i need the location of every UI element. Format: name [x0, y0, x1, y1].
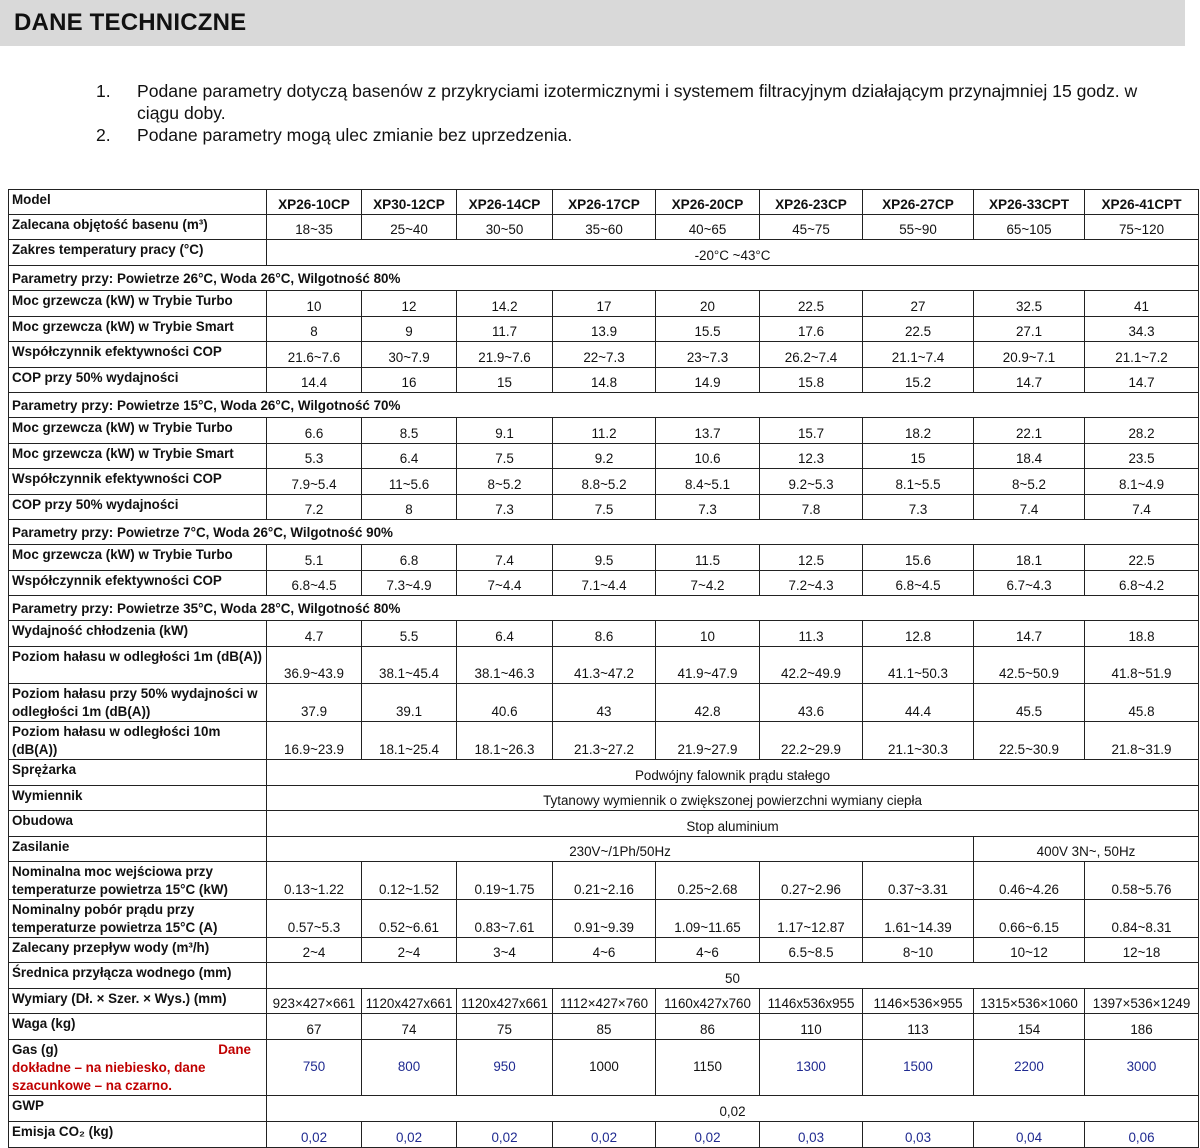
table-row — [9, 963, 1199, 989]
table-row — [9, 811, 1199, 837]
value-cell: 7~4.2 — [656, 571, 760, 596]
section-row — [9, 266, 1199, 291]
model-name: XP30-12CP — [362, 190, 457, 215]
value-cell: 35~60 — [553, 215, 656, 240]
value-cell: 22~7.3 — [553, 342, 656, 368]
value-cell: 0.37~3.31 — [863, 862, 974, 900]
value-cell: 74 — [362, 1014, 457, 1040]
row-label: Poziom hałasu w odległości 1m (dB(A)) — [9, 647, 267, 684]
value-cell: 75~120 — [1085, 215, 1199, 240]
row-label: Zasilanie — [9, 837, 267, 862]
note-item — [96, 124, 1176, 146]
table-row — [9, 368, 1199, 393]
value-cell: 18.1 — [974, 545, 1085, 571]
value-cell: 15.7 — [760, 418, 863, 444]
table-row — [9, 938, 1199, 963]
value-cell: 950 — [457, 1040, 553, 1096]
value-cell: 7.9~5.4 — [267, 469, 362, 495]
value-cell: 0.13~1.22 — [267, 862, 362, 900]
value-cell: 8.8~5.2 — [553, 469, 656, 495]
row-label: COP przy 50% wydajności — [9, 495, 267, 520]
value-cell: 37.9 — [267, 684, 362, 722]
table-row — [9, 647, 1199, 684]
model-name: XP26-17CP — [553, 190, 656, 215]
table-row — [9, 837, 1199, 862]
value-cell: 1150 — [656, 1040, 760, 1096]
table-row — [9, 1040, 1199, 1096]
value-cell: 12.8 — [863, 621, 974, 647]
table-row — [9, 215, 1199, 240]
table-header-row — [9, 190, 1199, 215]
value-cell: 6.4 — [457, 621, 553, 647]
value-cell: 0.52~6.61 — [362, 900, 457, 938]
value-cell: 41.8~51.9 — [1085, 647, 1199, 684]
value-cell: 1112×427×760 — [553, 989, 656, 1014]
value-cell: 10.6 — [656, 444, 760, 469]
value-cell: 1.09~11.65 — [656, 900, 760, 938]
value-cell: 1500 — [863, 1040, 974, 1096]
model-name: XP26-27CP — [863, 190, 974, 215]
value-cell: 17 — [553, 291, 656, 317]
value-cell: 22.1 — [974, 418, 1085, 444]
table-row — [9, 1014, 1199, 1040]
table-row — [9, 418, 1199, 444]
value-cell: 1397×536×1249 — [1085, 989, 1199, 1014]
value-cell: 25~40 — [362, 215, 457, 240]
value-cell: 55~90 — [863, 215, 974, 240]
value-cell: 7.3~4.9 — [362, 571, 457, 596]
notes-list — [96, 80, 1176, 146]
section-header: Parametry przy: Powietrze 7°C, Woda 26°C, Wilgotność 90% — [9, 520, 1199, 545]
section-row — [9, 596, 1199, 621]
value-cell: 15.6 — [863, 545, 974, 571]
value-cell: 6.8~4.2 — [1085, 571, 1199, 596]
value-cell: 4~6 — [553, 938, 656, 963]
value-cell: 75 — [457, 1014, 553, 1040]
gas-note-title: Dane — [218, 1042, 251, 1057]
value-cell: 18.1~25.4 — [362, 722, 457, 760]
value-cell: 15.5 — [656, 317, 760, 342]
gas-note-text: dokładne – na niebiesko, dane szacunkowe – na czarno. — [12, 1060, 206, 1093]
table-row — [9, 786, 1199, 811]
merged-value-cell: Tytanowy wymiennik o zwiększonej powierzchni wymiany ciepła — [267, 786, 1199, 811]
value-cell: 7.2 — [267, 495, 362, 520]
table-row — [9, 240, 1199, 266]
value-cell: 9.2~5.3 — [760, 469, 863, 495]
row-label: Zakres temperatury pracy (°C) — [9, 240, 267, 266]
value-cell: 0,02 — [457, 1122, 553, 1148]
value-cell: 3~4 — [457, 938, 553, 963]
section-row — [9, 520, 1199, 545]
value-cell: 21.1~7.2 — [1085, 342, 1199, 368]
value-cell: 16 — [362, 368, 457, 393]
value-cell: 7.3 — [457, 495, 553, 520]
value-cell: 22.5~30.9 — [974, 722, 1085, 760]
value-cell: 154 — [974, 1014, 1085, 1040]
value-cell: 9.5 — [553, 545, 656, 571]
value-cell: 42.2~49.9 — [760, 647, 863, 684]
row-label: Emisja CO₂ (kg) — [9, 1122, 267, 1148]
value-cell: 11.2 — [553, 418, 656, 444]
value-cell: 13.7 — [656, 418, 760, 444]
table-row — [9, 722, 1199, 760]
row-label: Sprężarka — [9, 760, 267, 786]
value-cell: 0.91~9.39 — [553, 900, 656, 938]
value-cell: 18.4 — [974, 444, 1085, 469]
value-cell: 22.5 — [863, 317, 974, 342]
value-cell: 1146x536x955 — [760, 989, 863, 1014]
value-cell: 41.9~47.9 — [656, 647, 760, 684]
value-cell: 12.5 — [760, 545, 863, 571]
value-cell: 7.2~4.3 — [760, 571, 863, 596]
merged-value-cell: Stop aluminium — [267, 811, 1199, 837]
gas-label — [12, 1041, 263, 1095]
section-header: Parametry przy: Powietrze 35°C, Woda 28°C, Wilgotność 80% — [9, 596, 1199, 621]
value-cell: 41.3~47.2 — [553, 647, 656, 684]
row-label: Zalecany przepływ wody (m³/h) — [9, 938, 267, 963]
value-cell: 0,02 — [267, 1122, 362, 1148]
value-cell: 18~35 — [267, 215, 362, 240]
merged-value-cell: 50 — [267, 963, 1199, 989]
model-name: XP26-20CP — [656, 190, 760, 215]
row-label: Wymiennik — [9, 786, 267, 811]
table-row — [9, 684, 1199, 722]
value-cell: 1.17~12.87 — [760, 900, 863, 938]
value-cell: 20.9~7.1 — [974, 342, 1085, 368]
value-cell: 45.8 — [1085, 684, 1199, 722]
value-cell: 8~10 — [863, 938, 974, 963]
value-cell: 16.9~23.9 — [267, 722, 362, 760]
value-cell: 12~18 — [1085, 938, 1199, 963]
model-header-label: Model — [9, 190, 267, 215]
value-cell: 1160x427x760 — [656, 989, 760, 1014]
value-cell: 8~5.2 — [457, 469, 553, 495]
page-title: DANE TECHNICZNE — [14, 9, 247, 36]
value-cell: 6.8 — [362, 545, 457, 571]
value-cell: 21.6~7.6 — [267, 342, 362, 368]
value-cell: 21.1~30.3 — [863, 722, 974, 760]
value-cell: 5.3 — [267, 444, 362, 469]
model-name: XP26-23CP — [760, 190, 863, 215]
row-label: GWP — [9, 1096, 267, 1122]
value-cell: 5.5 — [362, 621, 457, 647]
table-row — [9, 469, 1199, 495]
value-cell: 0,06 — [1085, 1122, 1199, 1148]
value-cell: 20 — [656, 291, 760, 317]
table-row — [9, 760, 1199, 786]
value-cell: 8 — [267, 317, 362, 342]
row-label — [9, 1040, 267, 1096]
value-cell: 21.9~27.9 — [656, 722, 760, 760]
value-cell: 0.84~8.31 — [1085, 900, 1199, 938]
row-label: Moc grzewcza (kW) w Trybie Smart — [9, 317, 267, 342]
value-cell: 1.61~14.39 — [863, 900, 974, 938]
value-cell: 23.5 — [1085, 444, 1199, 469]
value-cell: 7.8 — [760, 495, 863, 520]
gas-label-text: Gas (g) — [12, 1042, 59, 1057]
value-cell: 6.4 — [362, 444, 457, 469]
value-cell: 21.1~7.4 — [863, 342, 974, 368]
table-row — [9, 291, 1199, 317]
merged-value-cell: -20°C ~43°C — [267, 240, 1199, 266]
value-cell: 18.8 — [1085, 621, 1199, 647]
note-item — [96, 80, 1176, 124]
section-header: Parametry przy: Powietrze 26°C, Woda 26°C, Wilgotność 80% — [9, 266, 1199, 291]
value-cell: 14.7 — [974, 621, 1085, 647]
value-cell: 1315×536×1060 — [974, 989, 1085, 1014]
value-cell: 14.8 — [553, 368, 656, 393]
value-cell: 800 — [362, 1040, 457, 1096]
value-cell: 8.1~5.5 — [863, 469, 974, 495]
row-label: Poziom hałasu w odległości 10m (dB(A)) — [9, 722, 267, 760]
value-cell: 1300 — [760, 1040, 863, 1096]
table-row — [9, 444, 1199, 469]
model-name: XP26-33CPT — [974, 190, 1085, 215]
value-cell: 15.8 — [760, 368, 863, 393]
value-cell: 41.1~50.3 — [863, 647, 974, 684]
value-cell: 12 — [362, 291, 457, 317]
value-cell: 0.27~2.96 — [760, 862, 863, 900]
value-cell: 9.1 — [457, 418, 553, 444]
value-cell: 11.5 — [656, 545, 760, 571]
value-cell: 7.4 — [1085, 495, 1199, 520]
value-cell: 6.5~8.5 — [760, 938, 863, 963]
value-cell: 11~5.6 — [362, 469, 457, 495]
value-cell: 1146×536×955 — [863, 989, 974, 1014]
value-cell: 8.4~5.1 — [656, 469, 760, 495]
value-cell: 8 — [362, 495, 457, 520]
value-cell: 0,03 — [863, 1122, 974, 1148]
value-cell: 0.12~1.52 — [362, 862, 457, 900]
table-row — [9, 317, 1199, 342]
value-cell: 36.9~43.9 — [267, 647, 362, 684]
value-cell: 6.8~4.5 — [267, 571, 362, 596]
value-cell: 0.19~1.75 — [457, 862, 553, 900]
value-cell: 2200 — [974, 1040, 1085, 1096]
value-cell: 39.1 — [362, 684, 457, 722]
value-cell: 15 — [457, 368, 553, 393]
value-cell: 9.2 — [553, 444, 656, 469]
value-cell: 110 — [760, 1014, 863, 1040]
value-cell: 0.25~2.68 — [656, 862, 760, 900]
row-label: Współczynnik efektywności COP — [9, 469, 267, 495]
table-row — [9, 989, 1199, 1014]
value-cell: 0,02 — [553, 1122, 656, 1148]
value-cell: 43 — [553, 684, 656, 722]
value-cell: 30~7.9 — [362, 342, 457, 368]
value-cell: 186 — [1085, 1014, 1199, 1040]
value-cell: 7.4 — [457, 545, 553, 571]
value-cell: 0,04 — [974, 1122, 1085, 1148]
value-cell: 0.46~4.26 — [974, 862, 1085, 900]
value-cell: 18.2 — [863, 418, 974, 444]
value-cell: 113 — [863, 1014, 974, 1040]
value-cell: 18.1~26.3 — [457, 722, 553, 760]
value-cell: 0,02 — [362, 1122, 457, 1148]
value-cell: 15 — [863, 444, 974, 469]
value-cell: 750 — [267, 1040, 362, 1096]
value-cell: 14.9 — [656, 368, 760, 393]
row-label: COP przy 50% wydajności — [9, 368, 267, 393]
row-label: Poziom hałasu przy 50% wydajności w odległości 1m (dB(A)) — [9, 684, 267, 722]
row-label: Nominalny pobór prądu przy temperaturze powietrza 15°C (A) — [9, 900, 267, 938]
value-cell: 7.5 — [457, 444, 553, 469]
row-label: Zalecana objętość basenu (m³) — [9, 215, 267, 240]
note-text: Podane parametry mogą ulec zmianie bez uprzedzenia. — [137, 125, 573, 145]
row-label: Moc grzewcza (kW) w Trybie Smart — [9, 444, 267, 469]
value-cell: 7~4.4 — [457, 571, 553, 596]
value-cell: 7.1~4.4 — [553, 571, 656, 596]
table-row — [9, 1122, 1199, 1148]
row-label: Średnica przyłącza wodnego (mm) — [9, 963, 267, 989]
table-row — [9, 495, 1199, 520]
value-cell: 40.6 — [457, 684, 553, 722]
value-cell: 43.6 — [760, 684, 863, 722]
value-cell: 6.7~4.3 — [974, 571, 1085, 596]
value-cell: 23~7.3 — [656, 342, 760, 368]
model-name: XP26-14CP — [457, 190, 553, 215]
value-cell: 41 — [1085, 291, 1199, 317]
row-label: Moc grzewcza (kW) w Trybie Turbo — [9, 418, 267, 444]
row-label: Wymiary (Dł. × Szer. × Wys.) (mm) — [9, 989, 267, 1014]
value-cell: 17.6 — [760, 317, 863, 342]
value-cell: 9 — [362, 317, 457, 342]
value-cell: 0.21~2.16 — [553, 862, 656, 900]
table-row — [9, 862, 1199, 900]
row-label: Współczynnik efektywności COP — [9, 571, 267, 596]
section-row — [9, 393, 1199, 418]
table-row — [9, 621, 1199, 647]
value-cell: 21.9~7.6 — [457, 342, 553, 368]
value-cell: 14.4 — [267, 368, 362, 393]
row-label: Współczynnik efektywności COP — [9, 342, 267, 368]
value-cell: 7.4 — [974, 495, 1085, 520]
value-cell: 5.1 — [267, 545, 362, 571]
row-label: Nominalna moc wejściowa przy temperaturze powietrza 15°C (kW) — [9, 862, 267, 900]
power-single-phase: 230V~/1Ph/50Hz — [267, 837, 974, 862]
specs-table — [8, 189, 1199, 1148]
value-cell: 12.3 — [760, 444, 863, 469]
row-label: Obudowa — [9, 811, 267, 837]
header-bar — [0, 0, 1185, 46]
value-cell: 6.6 — [267, 418, 362, 444]
value-cell: 22.5 — [760, 291, 863, 317]
value-cell: 6.8~4.5 — [863, 571, 974, 596]
value-cell: 21.3~27.2 — [553, 722, 656, 760]
note-number: 2. — [96, 125, 111, 145]
value-cell: 7.3 — [863, 495, 974, 520]
value-cell: 26.2~7.4 — [760, 342, 863, 368]
value-cell: 14.7 — [974, 368, 1085, 393]
row-label: Wydajność chłodzenia (kW) — [9, 621, 267, 647]
model-name: XP26-10CP — [267, 190, 362, 215]
row-label: Moc grzewcza (kW) w Trybie Turbo — [9, 291, 267, 317]
value-cell: 8.5 — [362, 418, 457, 444]
value-cell: 34.3 — [1085, 317, 1199, 342]
value-cell: 14.7 — [1085, 368, 1199, 393]
value-cell: 28.2 — [1085, 418, 1199, 444]
value-cell: 27 — [863, 291, 974, 317]
row-label: Moc grzewcza (kW) w Trybie Turbo — [9, 545, 267, 571]
value-cell: 42.8 — [656, 684, 760, 722]
value-cell: 13.9 — [553, 317, 656, 342]
value-cell: 11.7 — [457, 317, 553, 342]
value-cell: 923×427×661 — [267, 989, 362, 1014]
value-cell: 21.8~31.9 — [1085, 722, 1199, 760]
value-cell: 4.7 — [267, 621, 362, 647]
value-cell: 3000 — [1085, 1040, 1199, 1096]
value-cell: 30~50 — [457, 215, 553, 240]
value-cell: 1000 — [553, 1040, 656, 1096]
table-row — [9, 571, 1199, 596]
value-cell: 44.4 — [863, 684, 974, 722]
section-header: Parametry przy: Powietrze 15°C, Woda 26°C, Wilgotność 70% — [9, 393, 1199, 418]
merged-value-cell: 0,02 — [267, 1096, 1199, 1122]
value-cell: 1120x427x661 — [457, 989, 553, 1014]
value-cell: 2~4 — [362, 938, 457, 963]
merged-value-cell: Podwójny falownik prądu stałego — [267, 760, 1199, 786]
value-cell: 0.58~5.76 — [1085, 862, 1199, 900]
value-cell: 65~105 — [974, 215, 1085, 240]
value-cell: 11.3 — [760, 621, 863, 647]
power-three-phase: 400V 3N~, 50Hz — [974, 837, 1199, 862]
note-number: 1. — [96, 81, 111, 101]
value-cell: 8.6 — [553, 621, 656, 647]
value-cell: 27.1 — [974, 317, 1085, 342]
model-name: XP26-41CPT — [1085, 190, 1199, 215]
value-cell: 10 — [656, 621, 760, 647]
value-cell: 22.5 — [1085, 545, 1199, 571]
value-cell: 4~6 — [656, 938, 760, 963]
table-row — [9, 342, 1199, 368]
value-cell: 42.5~50.9 — [974, 647, 1085, 684]
value-cell: 32.5 — [974, 291, 1085, 317]
value-cell: 38.1~45.4 — [362, 647, 457, 684]
row-label: Waga (kg) — [9, 1014, 267, 1040]
value-cell: 10 — [267, 291, 362, 317]
value-cell: 0.83~7.61 — [457, 900, 553, 938]
value-cell: 14.2 — [457, 291, 553, 317]
value-cell: 1120x427x661 — [362, 989, 457, 1014]
value-cell: 0.57~5.3 — [267, 900, 362, 938]
table-row — [9, 900, 1199, 938]
value-cell: 0,02 — [656, 1122, 760, 1148]
value-cell: 45~75 — [760, 215, 863, 240]
value-cell: 85 — [553, 1014, 656, 1040]
value-cell: 7.3 — [656, 495, 760, 520]
value-cell: 0.66~6.15 — [974, 900, 1085, 938]
value-cell: 40~65 — [656, 215, 760, 240]
value-cell: 10~12 — [974, 938, 1085, 963]
value-cell: 2~4 — [267, 938, 362, 963]
value-cell: 22.2~29.9 — [760, 722, 863, 760]
value-cell: 38.1~46.3 — [457, 647, 553, 684]
table-row — [9, 1096, 1199, 1122]
value-cell: 8~5.2 — [974, 469, 1085, 495]
value-cell: 45.5 — [974, 684, 1085, 722]
value-cell: 67 — [267, 1014, 362, 1040]
value-cell: 86 — [656, 1014, 760, 1040]
value-cell: 8.1~4.9 — [1085, 469, 1199, 495]
value-cell: 15.2 — [863, 368, 974, 393]
note-text: Podane parametry dotyczą basenów z przykryciami izotermicznymi i systemem filtracyjnym działającym przynajmniej 15 godz. w ciągu doby. — [137, 81, 1138, 123]
value-cell: 7.5 — [553, 495, 656, 520]
value-cell: 0,03 — [760, 1122, 863, 1148]
table-row — [9, 545, 1199, 571]
